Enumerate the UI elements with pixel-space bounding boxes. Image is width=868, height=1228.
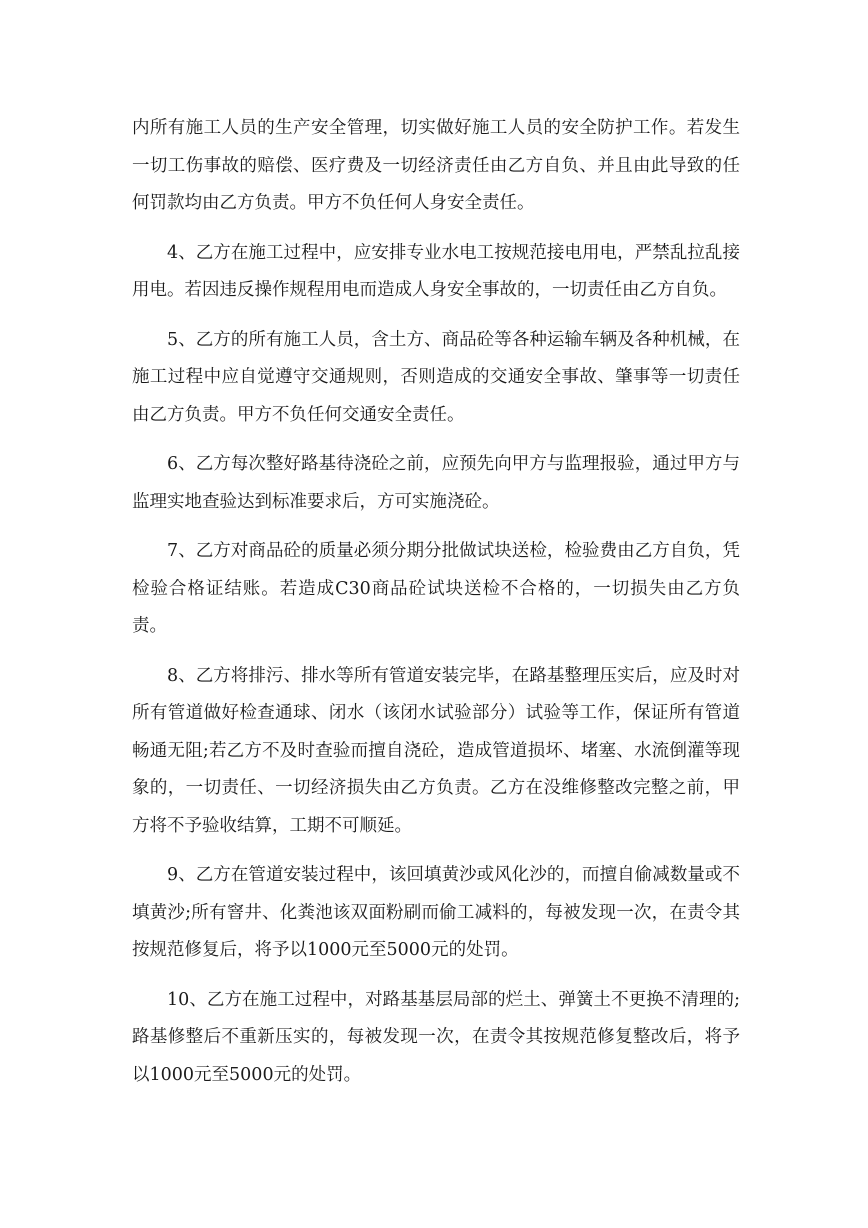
paragraph-clause-9: 9、乙方在管道安装过程中，该回填黄沙或风化沙的，而擅自偷减数量或不填黄沙;所有窨井、化粪池该双面粉刷而偷工减料的，每被发现一次，在责令其按规范修复后，将予以1000元至5000元的处罚。 <box>132 865 740 960</box>
paragraph-clause-7: 7、乙方对商品砼的质量必须分期分批做试块送检，检验费由乙方自负，凭检验合格证结账。若造成C30商品砼试块送检不合格的，一切损失由乙方负责。 <box>132 541 740 636</box>
paragraph-clause-10: 10、乙方在施工过程中，对路基基层局部的烂土、弹簧土不更换不清理的;路基修整后不重新压实的，每被发现一次，在责令其按规范修复整改后，将予以1000元至5000元的处罚。 <box>132 989 740 1085</box>
paragraph-clause-5: 5、乙方的所有施工人员，含土方、商品砼等各种运输车辆及各种机械，在施工过程中应自觉遵守交通规则，否则造成的交通安全事故、肇事等一切责任由乙方负责。甲方不负任何交通安全责任。 <box>132 329 740 425</box>
paragraph-clause-4: 4、乙方在施工过程中，应安排专业水电工按规范接电用电，严禁乱拉乱接用电。若因违反操作规程用电而造成人身安全事故的，一切责任由乙方自负。 <box>132 242 740 300</box>
paragraph-continuation: 内所有施工人员的生产安全管理，切实做好施工人员的安全防护工作。若发生一切工伤事故的赔偿、医疗费及一切经济责任由乙方自负、并且由此导致的任何罚款均由乙方负责。甲方不负任何人身安全责任。 <box>132 118 740 213</box>
paragraph-clause-6: 6、乙方每次整好路基待浇砼之前，应预先向甲方与监理报验，通过甲方与监理实地查验达到标准要求后，方可实施浇砼。 <box>132 454 740 512</box>
paragraph-clause-8: 8、乙方将排污、排水等所有管道安装完毕，在路基整理压实后，应及时对所有管道做好检查通球、闭水（该闭水试验部分）试验等工作，保证所有管道畅通无阻;若乙方不及时查验而擅自浇砼，造成管道损坏、堵塞、水流倒灌等现象的，一切责任、一切经济损失由乙方负责。乙方在没维修整改完整之前，甲方将不予验收结算，工期不可顺延。 <box>132 665 740 836</box>
